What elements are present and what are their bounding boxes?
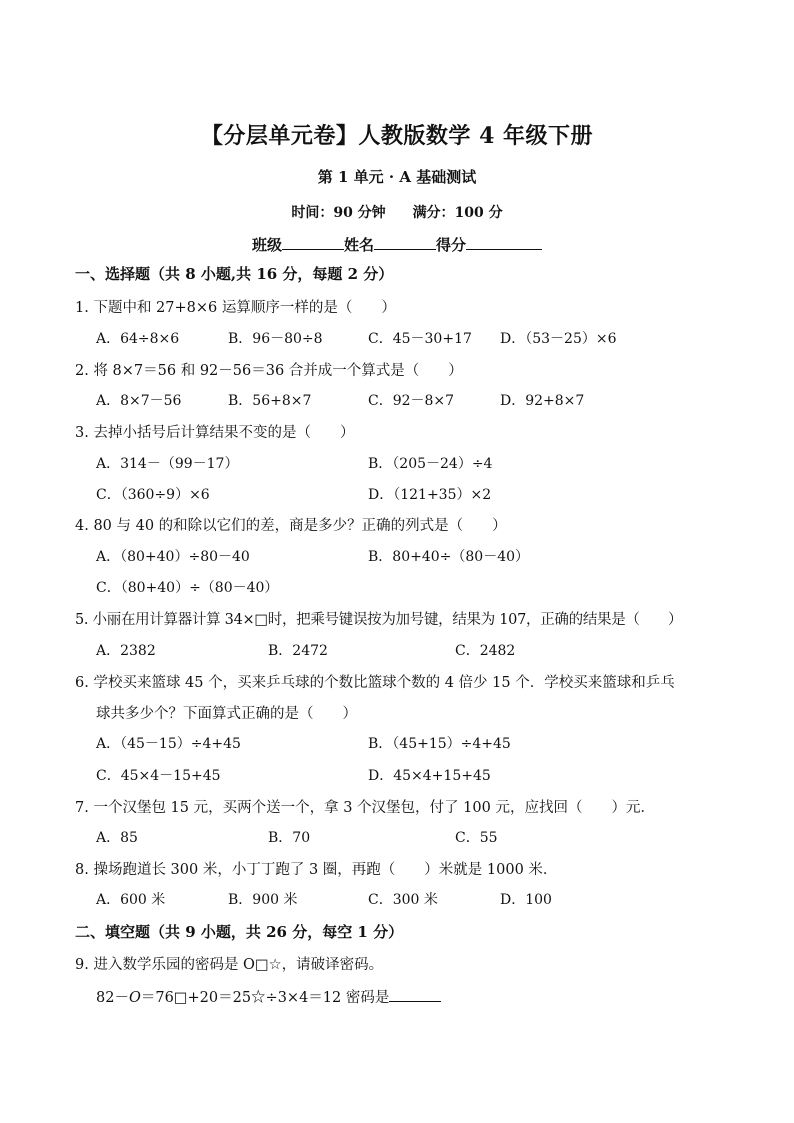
- name-blank[interactable]: [374, 233, 436, 250]
- time-score-line: [0, 202, 794, 222]
- q3-option-a[interactable]: A．314－（99－17）: [96, 456, 239, 472]
- score-blank[interactable]: [466, 233, 542, 250]
- q6-option-c[interactable]: C．45×4－15+45: [96, 768, 221, 784]
- question-8: 8. 操场跑道长 300 米，小丁丁跑了 3 圈，再跑（ ）米就是 1000 米．: [75, 862, 558, 878]
- section-heading-choice: 一、选择题（共 8 小题,共 16 分，每题 2 分）: [75, 265, 394, 283]
- question-4: 4. 80 与 40 的和除以它们的差，商是多少？正确的列式是（ ）: [75, 518, 507, 534]
- q3-option-b[interactable]: B．（205－24）÷4: [368, 456, 493, 472]
- q9-eq-part-b: ＝76□+20＝25☆÷3×4＝12 密码是: [140, 990, 390, 1006]
- question-9: 9. 进入数学乐园的密码是 O□☆，请破译密码。: [75, 957, 384, 973]
- student-info-line: [0, 233, 794, 255]
- q2-option-d[interactable]: D．92+8×7: [500, 393, 585, 409]
- q8-option-d[interactable]: D．100: [500, 892, 552, 908]
- q5-option-a[interactable]: A．2382: [96, 643, 156, 659]
- q9-password-blank[interactable]: [389, 985, 441, 1002]
- q4-option-a[interactable]: A．（80+40）÷80－40: [96, 549, 250, 565]
- question-3: 3. 去掉小括号后计算结果不变的是（ ）: [75, 425, 355, 441]
- q4-option-b[interactable]: B．80+40÷（80－40）: [368, 549, 530, 565]
- question-2: 2. 将 8×7＝56 和 92－56＝36 合并成一个算式是（ ）: [75, 363, 463, 379]
- q7-option-b[interactable]: B．70: [268, 830, 311, 846]
- q7-option-c[interactable]: C．55: [455, 830, 498, 846]
- q3-option-c[interactable]: C．（360÷9）×6: [96, 487, 210, 503]
- q1-option-b[interactable]: B．96－80÷8: [228, 331, 323, 347]
- time-limit: 时间：90 分钟: [291, 205, 386, 221]
- q8-option-a[interactable]: A．600 米: [96, 892, 166, 908]
- question-6: 6. 学校买来篮球 45 个，买来乒乓球的个数比篮球个数的 4 倍少 15 个．学校买来篮球和乒乓: [75, 675, 675, 691]
- q5-option-c[interactable]: C．2482: [455, 643, 516, 659]
- score-label: 得分: [436, 236, 467, 254]
- q4-option-c[interactable]: C．（80+40）÷（80－40）: [96, 580, 279, 596]
- q9-eq-part-a: 82－: [96, 990, 129, 1006]
- page-subtitle: 第 1 单元 · A 基础测试: [317, 168, 477, 186]
- question-6-continued: 球共多少个？下面算式正确的是（ ）: [96, 706, 357, 722]
- q1-option-a[interactable]: A．64÷8×6: [96, 331, 180, 347]
- question-1: 1. 下题中和 27+8×6 运算顺序一样的是（ ）: [75, 300, 396, 316]
- class-blank[interactable]: [282, 233, 344, 250]
- class-label: 班级: [251, 236, 282, 254]
- question-5: 5. 小丽在用计算器计算 34×□时，把乘号键误按为加号键，结果为 107，正确的结果是（ ）: [75, 612, 683, 628]
- q3-option-d[interactable]: D．（121+35）×2: [368, 487, 492, 503]
- q1-option-c[interactable]: C．45－30+17: [368, 331, 472, 347]
- q6-option-b[interactable]: B．（45+15）÷4+45: [368, 736, 511, 752]
- section-heading-fill-blank: 二、填空题（共 9 小题，共 26 分，每空 1 分）: [75, 923, 404, 941]
- q8-option-c[interactable]: C．300 米: [368, 892, 438, 908]
- q5-option-b[interactable]: B．2472: [268, 643, 328, 659]
- q8-option-b[interactable]: B．900 米: [228, 892, 298, 908]
- q6-option-d[interactable]: D．45×4+15+45: [368, 768, 491, 784]
- name-label: 姓名: [343, 236, 374, 254]
- full-score: 满分：100 分: [412, 205, 503, 221]
- q6-option-a[interactable]: A．（45－15）÷4+45: [96, 736, 241, 752]
- q2-option-a[interactable]: A．8×7－56: [96, 393, 182, 409]
- q2-option-c[interactable]: C．92－8×7: [368, 393, 455, 409]
- q2-option-b[interactable]: B．56+8×7: [228, 393, 312, 409]
- q9-eq-circle: O: [128, 990, 141, 1006]
- question-9-equation: [96, 985, 441, 1007]
- q1-option-d[interactable]: D．（53－25）×6: [500, 331, 617, 347]
- q7-option-a[interactable]: A．85: [96, 830, 138, 846]
- page-title: 【分层单元卷】人教版数学 4 年级下册: [200, 123, 594, 149]
- question-7: 7. 一个汉堡包 15 元，买两个送一个，拿 3 个汉堡包，付了 100 元，应找回（ ）元．: [75, 800, 655, 816]
